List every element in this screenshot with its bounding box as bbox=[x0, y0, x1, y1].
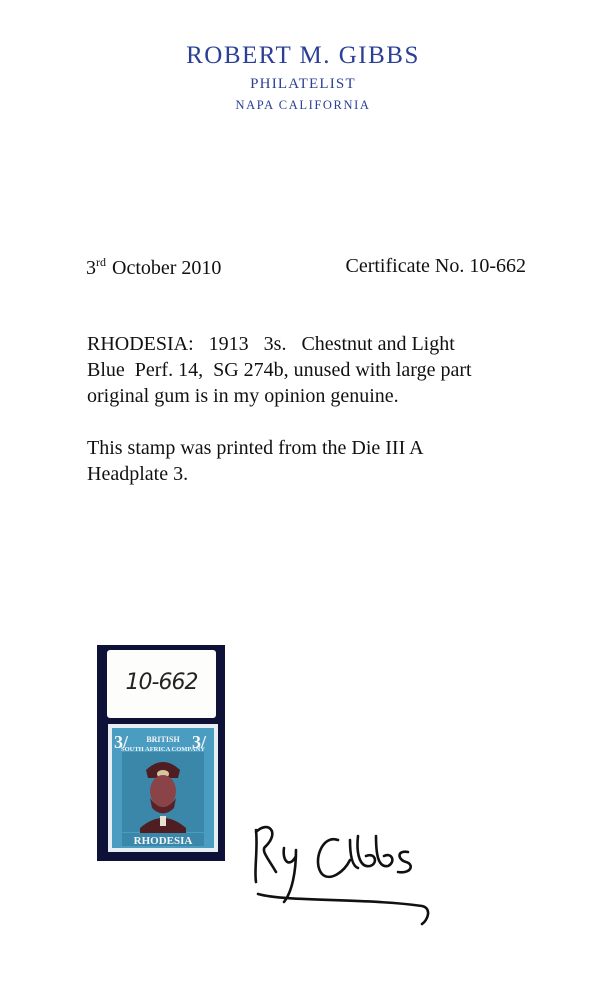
certifier-title: PHILATELIST bbox=[250, 76, 356, 92]
stamp-top-text-2: SOUTH AFRICA COMPANY bbox=[120, 746, 206, 753]
signature bbox=[246, 810, 446, 930]
date-month-year: October 2010 bbox=[112, 257, 222, 279]
certificate-date bbox=[86, 255, 221, 280]
date-day-suffix: rd bbox=[96, 255, 106, 269]
certifier-location: NAPA CALIFORNIA bbox=[235, 98, 371, 112]
note-line: Headplate 3. bbox=[87, 463, 189, 485]
stamp-value-right: 3/ bbox=[192, 732, 207, 752]
mount-label-card bbox=[107, 650, 216, 718]
description-line: original gum is in my opinion genuine. bbox=[87, 385, 399, 407]
stamp-description bbox=[87, 331, 537, 409]
stamp-image bbox=[108, 724, 218, 852]
description-line: RHODESIA: 1913 3s. Chestnut and Light bbox=[87, 333, 455, 355]
description-line: Blue Perf. 14, SG 274b, unused with large part bbox=[87, 359, 472, 381]
stamp-value-left: 3/ bbox=[114, 732, 129, 752]
mount-label-text: 10-662 bbox=[125, 670, 198, 695]
stamp-top-text-1: BRITISH bbox=[146, 735, 180, 744]
note-line: This stamp was printed from the Die III A bbox=[87, 437, 424, 459]
date-day: 3 bbox=[86, 257, 96, 279]
certifier-name: ROBERT M. GIBBS bbox=[186, 42, 420, 69]
certificate-number: Certificate No. 10-662 bbox=[345, 255, 526, 277]
stamp-country: RHODESIA bbox=[133, 835, 193, 847]
printing-note bbox=[87, 435, 537, 487]
